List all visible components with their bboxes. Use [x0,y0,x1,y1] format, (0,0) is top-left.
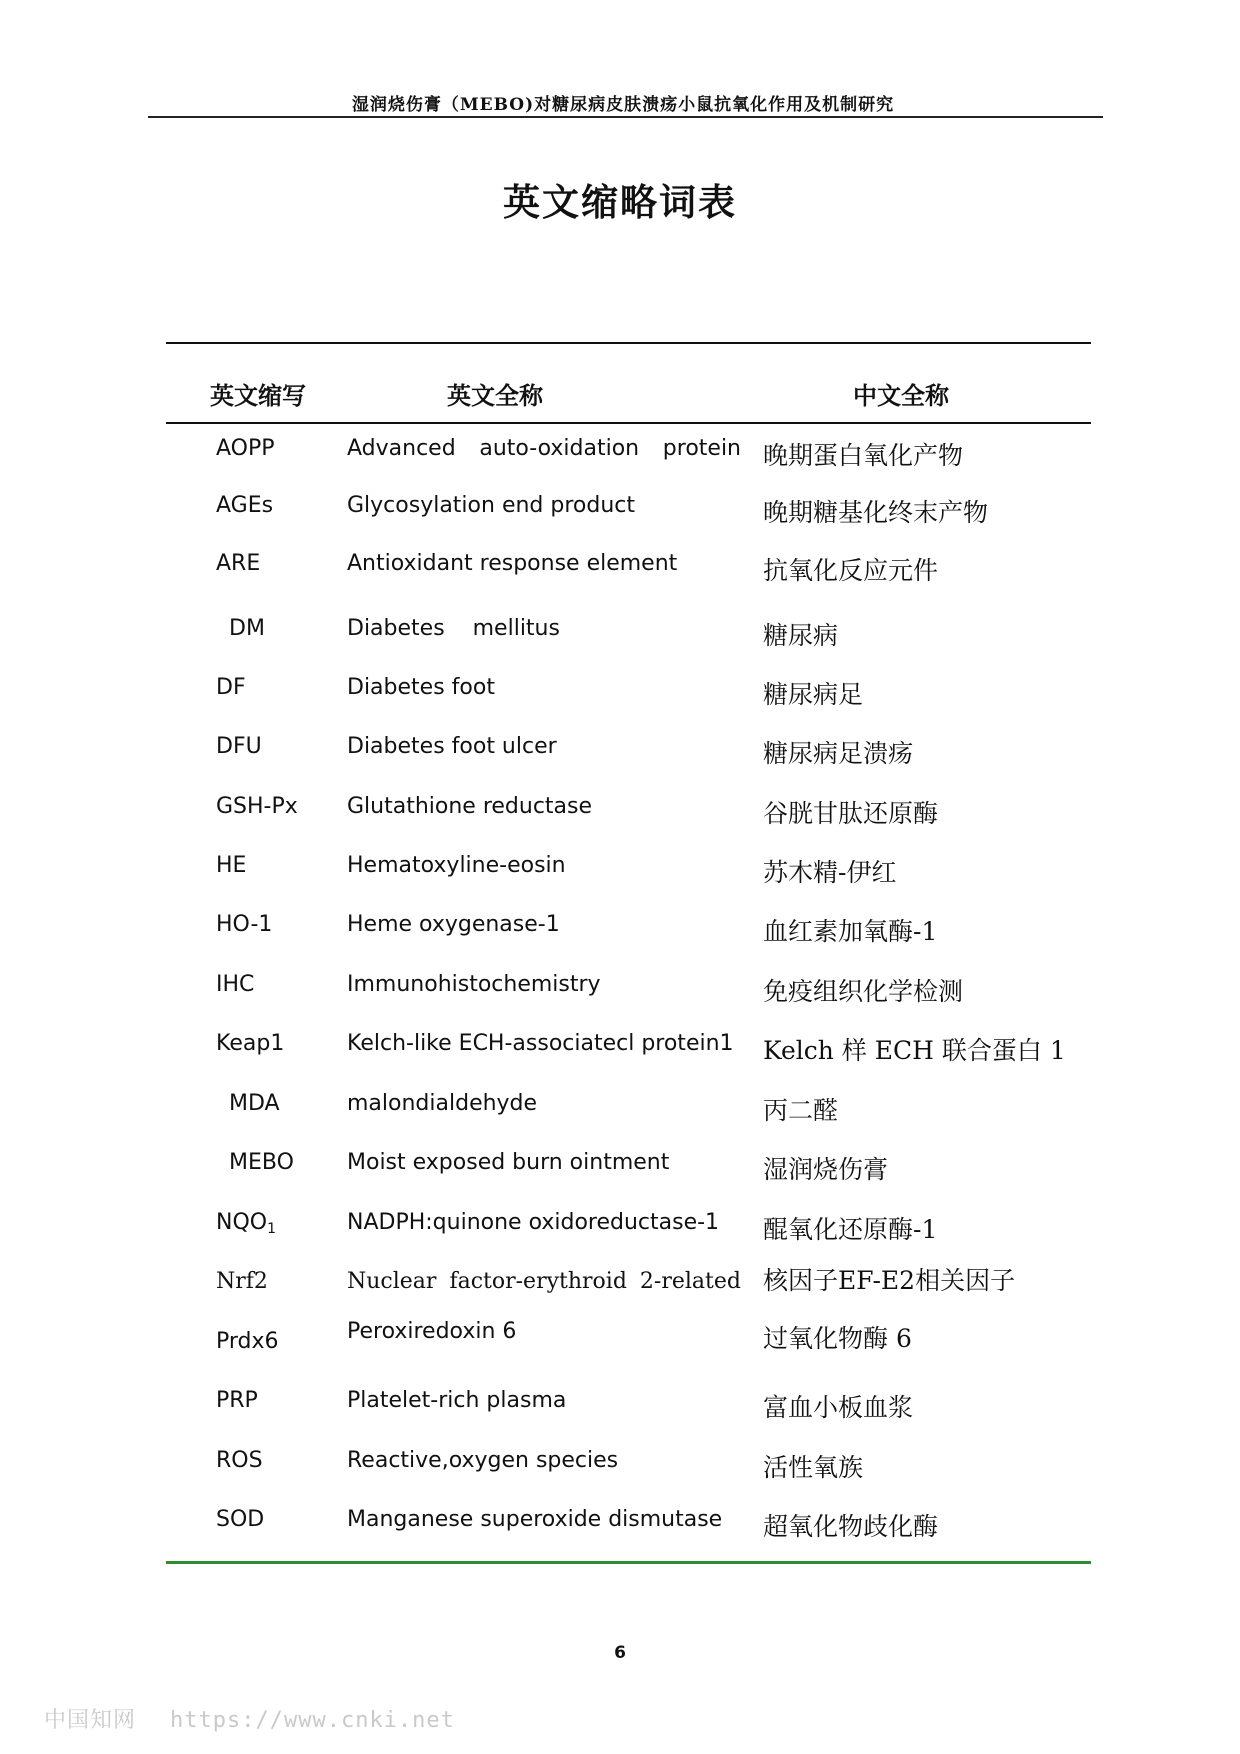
row-chinese-full: 醌氧化还原酶-1 [763,1215,938,1244]
row-chinese-full: 血红素加氧酶-1 [763,917,938,946]
page-title: 英文缩略词表 [503,181,737,224]
table-top-rule [166,342,1091,344]
cnki-watermark [44,1703,455,1734]
row-abbreviation: DF [216,675,246,700]
row-chinese-full: 免疫组织化学检测 [763,977,964,1006]
table-header-rule [166,422,1091,424]
row-chinese-full: 丙二醛 [763,1096,839,1125]
row-abbreviation: IHC [216,972,255,997]
table-row [0,1091,1240,1131]
word: auto-oxidation [479,436,640,461]
table-row [0,1448,1240,1488]
row-english-full: Moist exposed burn ointment [347,1150,670,1175]
table-row [0,551,1240,591]
row-chinese-full: 糖尿病足溃疡 [763,739,914,768]
row-english-full: Diabetes foot ulcer [347,734,557,759]
row-abbreviation: PRP [216,1388,258,1413]
table-row [0,616,1240,656]
column-header-abbreviation: 英文缩写 [210,382,306,410]
row-chinese-full: 晚期蛋白氧化产物 [763,441,964,470]
abbr-base: NQO [216,1210,268,1235]
row-abbreviation: Prdx6 [216,1329,279,1354]
row-chinese-full: 抗氧化反应元件 [763,556,939,585]
table-row [0,912,1240,952]
row-english-full: Peroxiredoxin 6 [347,1319,517,1344]
table-row [0,853,1240,893]
table-bottom-rule [166,1561,1091,1564]
word: Advanced [347,436,456,461]
table-row [0,1031,1240,1071]
row-abbreviation: MEBO [229,1150,294,1175]
row-english-full: Glutathione reductase [347,794,593,819]
row-english-full [347,1269,741,1294]
row-english-full: Reactive,oxygen species [347,1448,619,1473]
row-chinese-full: 糖尿病 [763,621,839,650]
row-english-full: NADPH:quinone oxidoreductase-1 [347,1210,720,1235]
column-header-english-full: 英文全称 [447,382,543,410]
row-english-full: Immunohistochemistry [347,972,601,997]
word: protein [662,436,741,461]
row-english-full: Antioxidant response element [347,551,678,576]
row-chinese-full: 谷胱甘肽还原酶 [763,799,939,828]
header-rule [148,116,1103,118]
watermark-url: https://www.cnki.net [170,1708,455,1733]
row-chinese-full: 苏木精-伊红 [763,858,897,887]
running-header: 湿润烧伤膏（MEBO)对糖尿病皮肤溃疡小鼠抗氧化作用及机制研究 [351,95,895,115]
row-chinese-full: Kelch 样 ECH 联合蛋白 1 [763,1036,1066,1065]
row-abbreviation [216,1210,276,1237]
row-abbreviation: GSH-Px [216,794,298,819]
abbr-subscript: 1 [267,1221,277,1237]
table-row [0,1507,1240,1547]
row-abbreviation: DFU [216,734,262,759]
row-english-full: Manganese superoxide dismutase [347,1507,723,1532]
table-row [0,794,1240,834]
row-english-full: malondialdehyde [347,1091,538,1116]
row-abbreviation: SOD [216,1507,265,1532]
row-abbreviation: Nrf2 [216,1269,268,1294]
table-row [0,675,1240,715]
table-row [0,1210,1240,1250]
row-english-full: Glycosylation end product [347,493,635,518]
word: Nuclear [347,1269,437,1294]
row-chinese-full: 活性氧族 [763,1453,864,1482]
row-english-full: Hematoxyline-eosin [347,853,566,878]
page-number: 6 [614,1643,626,1663]
row-english-full: Diabetes foot [347,675,495,700]
row-english-full: Platelet-rich plasma [347,1388,567,1413]
row-chinese-full: 湿润烧伤膏 [763,1155,889,1184]
row-chinese-full: 过氧化物酶 6 [763,1324,912,1353]
table-row [0,1150,1240,1190]
row-chinese-full: 富血小板血浆 [763,1393,914,1422]
watermark-cn: 中国知网 [44,1708,137,1733]
column-header-chinese-full: 中文全称 [853,382,949,410]
row-abbreviation: DM [229,616,265,641]
table-row [0,972,1240,1012]
table-row [0,734,1240,774]
table-row [0,1319,1240,1369]
table-row [0,1266,1240,1309]
row-chinese-full: 核因子EF-E2相关因子 [763,1266,1016,1295]
table-row [0,436,1240,476]
row-abbreviation: MDA [229,1091,280,1116]
row-abbreviation: ARE [216,551,261,576]
row-chinese-full: 糖尿病足 [763,680,864,709]
row-abbreviation: AOPP [216,436,275,461]
table-row [0,1388,1240,1428]
word: 2-related [639,1269,741,1294]
row-english-full: Heme oxygenase-1 [347,912,560,937]
row-abbreviation: ROS [216,1448,263,1473]
word: factor-erythroid [449,1269,627,1294]
row-english-full: Diabetes mellitus [347,616,560,641]
row-abbreviation: HO-1 [216,912,273,937]
row-english-full: Kelch-like ECH-associatecl protein1 [347,1031,734,1056]
row-abbreviation: AGEs [216,493,274,518]
row-abbreviation: Keap1 [216,1031,285,1056]
row-abbreviation: HE [216,853,247,878]
row-chinese-full: 晚期糖基化终末产物 [763,498,989,527]
table-row [0,493,1240,533]
row-chinese-full: 超氧化物歧化酶 [763,1512,939,1541]
row-english-full [347,436,741,461]
